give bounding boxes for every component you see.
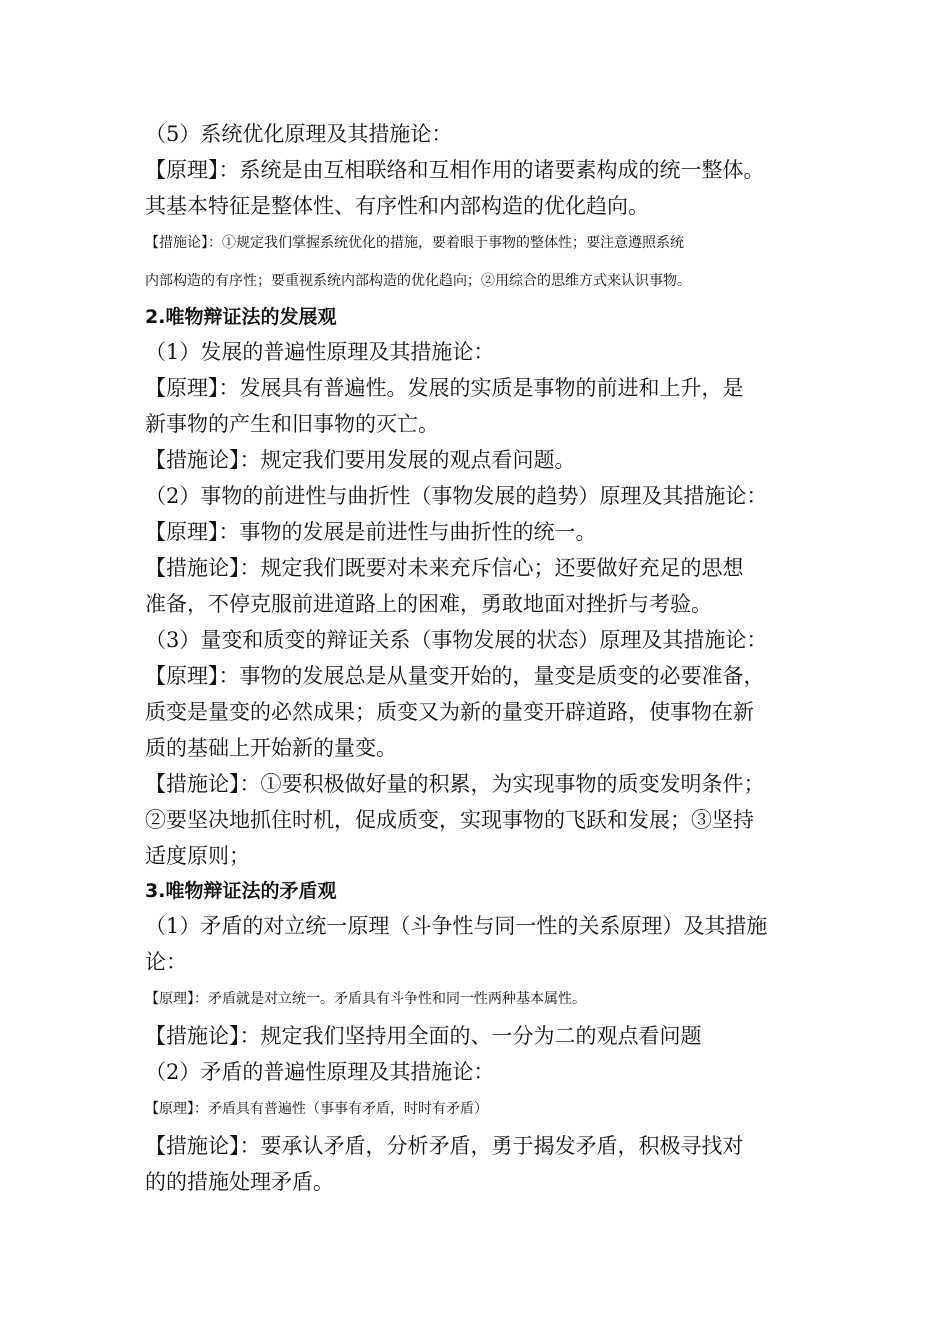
principle-text: 【原理】：事物的发展总是从量变开始的，量变是质变的必要准备， [145, 664, 765, 688]
subsection-title: （2）矛盾的普遍性原理及其措施论： [145, 1060, 495, 1084]
principle-text: 【原理】：事物的发展是前进性与曲折性的统一。 [145, 520, 597, 544]
section-5-title: （5）系统优化原理及其措施论： [145, 122, 453, 146]
heading-contradiction-view: 3.唯物辩证法的矛盾观 [145, 880, 337, 902]
document-page [145, 116, 810, 1200]
method-text: ②要坚决地抓住时机，促成质变，实现事物的飞跃和发展；③坚持 [145, 808, 754, 832]
subsection-title: （1）矛盾的对立统一原理（斗争性与同一性的关系原理）及其措施 [145, 914, 768, 938]
method-text: 【措施论】：规定我们要用发展的观点看问题。 [145, 448, 576, 472]
principle-text: 其基本特征是整体性、有序性和内部构造的优化趋向。 [145, 194, 649, 218]
method-text: 【措施论】：规定我们坚持用全面的、一分为二的观点看问题 [145, 1024, 702, 1048]
heading-development-view: 2.唯物辩证法的发展观 [145, 306, 337, 328]
method-text: 准备，不停克服前进道路上的困难，勇敢地面对挫折与考验。 [145, 592, 712, 616]
subsection-title: 论： [145, 950, 187, 974]
subsection-title: （2）事物的前进性与曲折性（事物发展的趋势）原理及其措施论： [145, 484, 768, 508]
principle-text: 质的基础上开始新的量变。 [145, 736, 397, 760]
method-text: 的的措施处理矛盾。 [145, 1170, 334, 1194]
principle-text: 新事物的产生和旧事物的灭亡。 [145, 412, 439, 436]
method-text: 【措施论】：要承认矛盾，分析矛盾，勇于揭发矛盾，积极寻找对 [145, 1134, 744, 1158]
method-text: 【措施论】：①规定我们掌握系统优化的措施，要着眼于事物的整体性；要注意遵照系统 [145, 235, 684, 251]
method-text: 【措施论】：规定我们既要对未来充斥信心；还要做好充足的思想 [145, 556, 744, 580]
principle-text: 【原理】：矛盾就是对立统一。矛盾具有斗争性和同一性两种基本属性。 [145, 991, 586, 1007]
subsection-title: （1）发展的普遍性原理及其措施论： [145, 340, 495, 364]
method-text: 适度原则； [145, 844, 250, 868]
subsection-title: （3）量变和质变的辩证关系（事物发展的状态）原理及其措施论： [145, 628, 768, 652]
principle-text: 【原理】：矛盾具有普遍性（事事有矛盾，时时有矛盾） [145, 1101, 488, 1117]
principle-text: 【原理】：发展具有普遍性。发展的实质是事物的前进和上升，是 [145, 376, 744, 400]
method-text: 【措施论】：①要积极做好量的积累，为实现事物的质变发明条件； [145, 772, 765, 796]
principle-text: 【原理】：系统是由互相联络和互相作用的诸要素构成的统一整体。 [145, 158, 765, 182]
principle-text: 质变是量变的必然成果；质变又为新的量变开辟道路，使事物在新 [145, 700, 754, 724]
method-text: 内部构造的有序性；要重视系统内部构造的优化趋向；②用综合的思维方式来认识事物。 [145, 273, 691, 289]
